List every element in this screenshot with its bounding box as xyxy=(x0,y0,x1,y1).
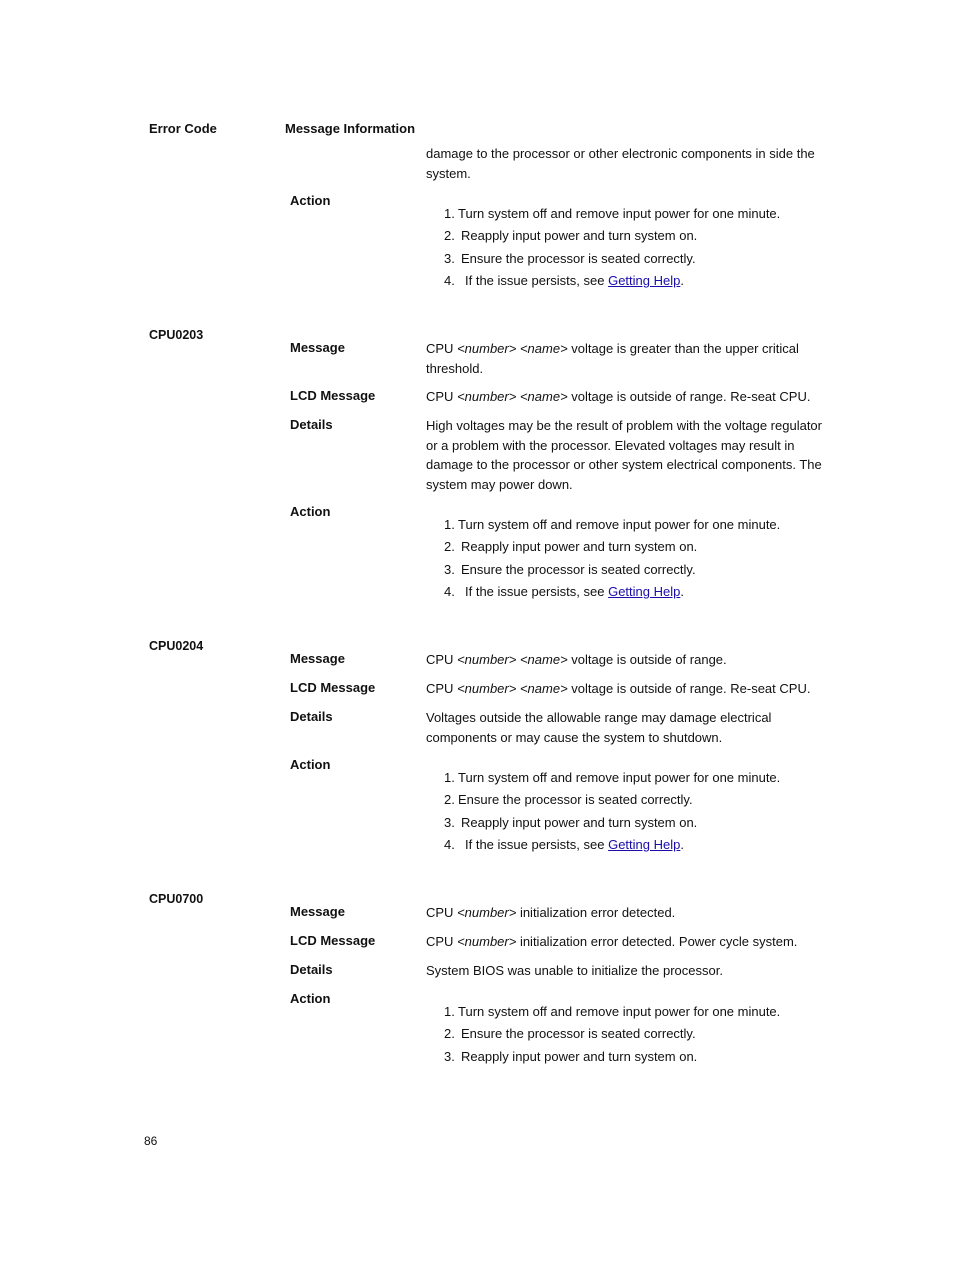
message-text: CPU <number> <name> voltage is greater than the upper critical threshold. xyxy=(426,341,799,376)
message-label: Message xyxy=(290,904,345,919)
list-item: 1. Turn system off and remove input power for one minute. xyxy=(444,1004,781,1019)
details-text: Voltages outside the allowable range may damage electrical components or may cause the system to shutdown. xyxy=(426,710,772,745)
list-item: 3. Ensure the processor is seated correctly. xyxy=(444,250,696,266)
lcd-message-label: LCD Message xyxy=(290,388,376,403)
action-label: Action xyxy=(290,193,331,208)
action-steps-list xyxy=(444,1002,780,1069)
list-item: 4. If the issue persists, see Getting Help. xyxy=(444,837,684,853)
getting-help-link[interactable]: Getting Help xyxy=(608,837,681,853)
list-item: 1. Turn system off and remove input power for one minute. xyxy=(444,517,781,532)
lcd-message-text: CPU <number> <name> voltage is outside of range. Re-seat CPU. xyxy=(426,389,811,404)
error-code-cpu0700: CPU0700 xyxy=(149,892,204,906)
column-header-error-code: Error Code xyxy=(149,121,217,136)
list-item: 3. Ensure the processor is seated correctly. xyxy=(444,561,696,577)
details-text: System BIOS was unable to initialize the processor. xyxy=(426,963,723,978)
action-label: Action xyxy=(290,757,331,772)
getting-help-link[interactable]: Getting Help xyxy=(608,273,681,289)
action-steps-list xyxy=(444,768,780,858)
error-code-cpu0203: CPU0203 xyxy=(149,328,204,342)
list-item: 4. If the issue persists, see Getting Help. xyxy=(444,273,684,289)
column-header-message-information: Message Information xyxy=(285,121,416,136)
list-item: 3. Reapply input power and turn system on. xyxy=(444,814,698,830)
action-label: Action xyxy=(290,991,331,1006)
action-steps-list xyxy=(444,204,780,294)
action-label: Action xyxy=(290,504,331,519)
list-item: 1. Turn system off and remove input power for one minute. xyxy=(444,770,781,785)
lcd-message-label: LCD Message xyxy=(290,680,376,695)
details-text: High voltages may be the result of problem with the voltage regulator or a problem with the processor. Elevated voltages may result in damage to the processor or other system electrical components. The system may power down. xyxy=(426,418,822,492)
details-label: Details xyxy=(290,962,333,977)
continued-details-text: damage to the processor or other electronic components in side the system. xyxy=(426,146,815,181)
list-item: 1. Turn system off and remove input power for one minute. xyxy=(444,206,781,221)
message-label: Message xyxy=(290,340,345,355)
list-item: 2. Reapply input power and turn system on. xyxy=(444,539,698,555)
error-code-cpu0204: CPU0204 xyxy=(149,639,204,653)
list-item: 3. Reapply input power and turn system on. xyxy=(444,1048,698,1064)
lcd-message-text: CPU <number> initialization error detected. Power cycle system. xyxy=(426,934,798,949)
lcd-message-label: LCD Message xyxy=(290,933,376,948)
list-item: 2. Ensure the processor is seated correctly. xyxy=(444,1026,696,1042)
list-item: 2. Ensure the processor is seated correctly. xyxy=(444,792,693,808)
details-label: Details xyxy=(290,417,333,432)
list-item: 2. Reapply input power and turn system on. xyxy=(444,228,698,244)
list-item: 4. If the issue persists, see Getting Help. xyxy=(444,584,684,600)
details-label: Details xyxy=(290,709,333,724)
message-text: CPU <number> initialization error detected. xyxy=(426,905,676,920)
action-steps-list xyxy=(444,515,780,605)
message-text: CPU <number> <name> voltage is outside of range. xyxy=(426,652,727,667)
lcd-message-text: CPU <number> <name> voltage is outside of range. Re-seat CPU. xyxy=(426,681,811,696)
message-label: Message xyxy=(290,651,345,666)
getting-help-link[interactable]: Getting Help xyxy=(608,584,681,600)
page-number: 86 xyxy=(144,1134,158,1148)
